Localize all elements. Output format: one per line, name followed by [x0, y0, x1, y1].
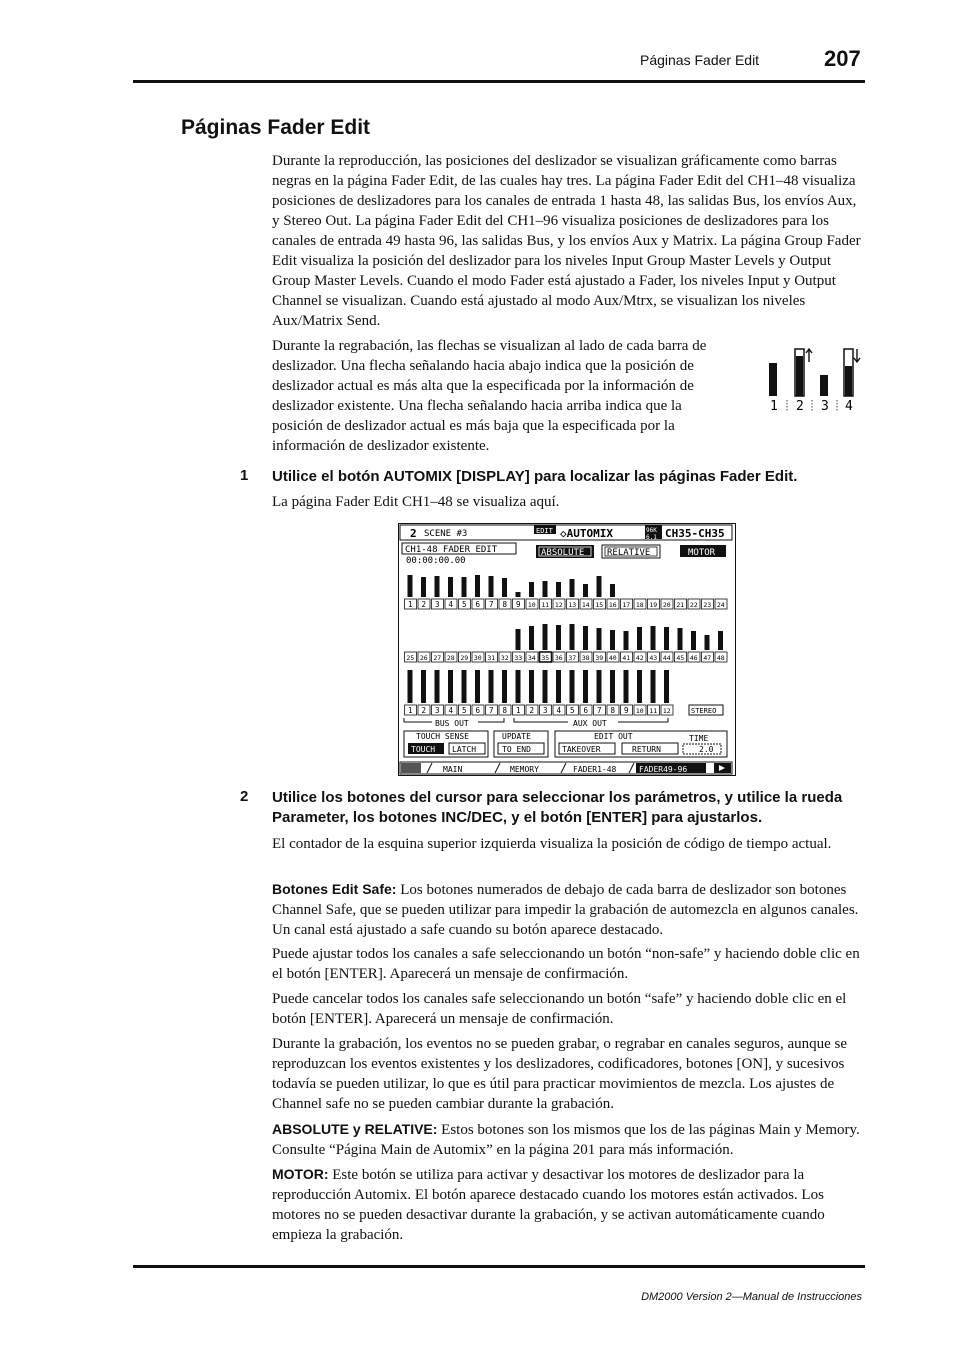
svg-text:29: 29	[460, 654, 469, 662]
fader-bar	[543, 624, 548, 650]
legend-bar-4	[845, 366, 852, 396]
step-2-text: Utilice los botones del cursor para seleccionar los parámetros, y utilice la rueda Parameter, los botones INC/DEC, y el botón [ENTER] para ajustarlos.	[272, 789, 843, 826]
svg-text:TO END: TO END	[502, 745, 531, 754]
fader-bar	[624, 670, 629, 703]
svg-text:MEMORY: MEMORY	[510, 765, 539, 774]
fader-bar	[570, 579, 575, 597]
page-title: Páginas Fader Edit	[181, 116, 371, 139]
fader-bar	[502, 578, 507, 597]
svg-text:39: 39	[595, 654, 604, 662]
svg-text:6: 6	[583, 706, 589, 715]
svg-text:10: 10	[527, 601, 536, 609]
tab-next-arrow-icon[interactable]	[714, 763, 731, 773]
svg-text:33: 33	[514, 654, 523, 662]
svg-text:41: 41	[622, 654, 631, 662]
svg-text:STEREO: STEREO	[691, 707, 717, 715]
intro-paragraph: Durante la reproducción, las posiciones del deslizador se visualizan gráficamente como barras negras en la página Fader Edit, de las cuales hay tres. La página Fader Edit del CH1–48 visualiza posiciones de deslizadores para los canales de entrada 1 hasta 48, las salidas Bus, los envíos Aux, y Stereo Out. La página Fader Edit del CH1–96 visualiza posiciones de deslizadores para los canales de entrada 49 hasta 96, las salidas Bus, y los envíos Aux y Matrix. La página Group Fader Edit visualiza la posición del deslizador para los niveles Input Group Master Levels y Output Group Master Levels. Cuando el modo Fader está ajustado a Fader, los niveles Input y Output Channel se visualizan. Cuando está ajustado al modo Aux/Mtrx, se visualizan los niveles Aux/Matrix Send.	[272, 153, 861, 329]
fader-bar	[637, 670, 642, 703]
svg-text:LATCH: LATCH	[452, 745, 477, 754]
svg-text:46: 46	[689, 654, 698, 662]
svg-text:1: 1	[407, 600, 413, 609]
svg-text:4: 4	[556, 706, 562, 715]
fader-bar	[664, 627, 669, 650]
aux-out-label: AUX OUT	[573, 719, 607, 728]
fader-bar	[678, 628, 683, 650]
fader-bar	[543, 581, 548, 597]
svg-text:1: 1	[515, 706, 521, 715]
svg-text:8: 8	[502, 600, 508, 609]
fader-bar	[435, 576, 440, 597]
bus-out-label: BUS OUT	[435, 719, 469, 728]
svg-text:TAKEOVER: TAKEOVER	[562, 745, 601, 754]
svg-text:27: 27	[433, 654, 442, 662]
svg-text:5: 5	[569, 706, 575, 715]
svg-text:8: 8	[502, 706, 508, 715]
svg-text:MAIN: MAIN	[443, 765, 463, 774]
svg-text:20: 20	[662, 601, 671, 609]
fader-bar	[583, 626, 588, 650]
fader-bar	[718, 631, 723, 650]
svg-text:42: 42	[635, 654, 644, 662]
edit-safe-label: Botones Edit Safe:	[272, 881, 397, 897]
fader-bar	[610, 670, 615, 703]
svg-text:30: 30	[473, 654, 482, 662]
fader-bar	[597, 628, 602, 650]
fader-bar	[516, 592, 521, 597]
motor-button[interactable]	[680, 545, 726, 558]
svg-text:18: 18	[635, 601, 644, 609]
fader-bar	[421, 670, 426, 703]
svg-text:5: 5	[461, 706, 467, 715]
abs-rel-paragraph	[272, 1119, 862, 1160]
rate-bottom: 6.1	[646, 534, 657, 541]
svg-text:5: 5	[461, 600, 467, 609]
fader-bar	[529, 582, 534, 597]
step-1-note: La página Fader Edit CH1–48 se visualiza aquí.	[272, 494, 560, 510]
svg-text:22: 22	[689, 601, 698, 609]
page-tag: CH1-48 FADER EDIT	[405, 545, 498, 555]
fader-arrow-legend	[764, 344, 864, 414]
scene-number: 2	[410, 527, 417, 540]
fader-bar	[408, 575, 413, 597]
svg-text:26: 26	[419, 654, 428, 662]
during-recording-paragraph: Durante la grabación, los eventos no se pueden grabar, o regrabar en canales seguros, aunque se reproduzcan los eventos existentes y los deslizadores, codificadores, botones [ON], y sucesivos todavía se pueden utilizar, lo que es útil para practicar movimientos de mezcla. Los ajustes de Channel safe no se pueden cambiar durante la grabación.	[272, 1036, 848, 1112]
svg-text:28: 28	[446, 654, 455, 662]
svg-text:7: 7	[488, 600, 494, 609]
svg-text:36: 36	[554, 654, 563, 662]
svg-text:16: 16	[608, 601, 617, 609]
fader-bar	[610, 584, 615, 597]
tab-fader49-96[interactable]	[636, 763, 706, 774]
fader-bar	[556, 670, 561, 703]
tab-main[interactable]	[443, 765, 462, 774]
svg-text:2: 2	[421, 600, 427, 609]
absolute-button[interactable]	[536, 545, 594, 558]
legend-bar-1	[769, 363, 777, 396]
edit-safe-paragraph	[272, 879, 862, 940]
svg-text:9: 9	[515, 600, 521, 609]
svg-text:8: 8	[610, 706, 616, 715]
fader-bar	[651, 670, 656, 703]
svg-text:11: 11	[649, 707, 658, 715]
step-1-number: 1	[240, 467, 249, 484]
svg-text:6: 6	[475, 600, 481, 609]
fader-bar	[637, 627, 642, 650]
fader-bar	[448, 577, 453, 597]
svg-text:13: 13	[568, 601, 577, 609]
recording-paragraph: Durante la regrabación, las flechas se visualizan al lado de cada barra de deslizador. Una flecha señalando hacia abajo indica que la posición de deslizador actual es más alta que la especificada por la información de deslizador existente. Una flecha señalando hacia arriba indica que la posición de deslizador actual es más baja que la especificada por la información de deslizador existente.	[272, 338, 707, 454]
arrow-down-icon	[854, 349, 860, 362]
legend-bar-3	[820, 375, 828, 396]
fader-bar	[489, 576, 494, 597]
fader-bar	[516, 629, 521, 650]
abs-rel-label: ABSOLUTE y RELATIVE:	[272, 1121, 438, 1137]
svg-text:31: 31	[487, 654, 496, 662]
selected-channel: CH35-CH35	[665, 527, 725, 540]
abs-rel-text: Estos botones son los mismos que los de las páginas Main y Memory. Consulte “Página Main de Automix” en la página 201 para más información.	[272, 1122, 860, 1158]
time-label: TIME	[689, 734, 709, 743]
fader-bar	[448, 670, 453, 703]
svg-text:19: 19	[649, 601, 658, 609]
legend-num-3: 3	[821, 399, 829, 414]
fader-bar	[516, 670, 521, 703]
fader-bar	[529, 670, 534, 703]
svg-text:MOTOR: MOTOR	[688, 548, 716, 558]
step-1-text: Utilice el botón AUTOMIX [DISPLAY] para localizar las páginas Fader Edit.	[272, 468, 798, 485]
fader-bar	[583, 584, 588, 597]
svg-text:40: 40	[608, 654, 617, 662]
touch-sense-label: TOUCH SENSE	[416, 732, 469, 741]
svg-text:1: 1	[407, 706, 413, 715]
timecode: 00:00:00.00	[406, 556, 466, 566]
fader-bar	[597, 670, 602, 703]
fader-bar	[705, 635, 710, 650]
tab-memory[interactable]	[510, 765, 539, 774]
fader-bar	[583, 670, 588, 703]
fader-bar	[624, 631, 629, 650]
svg-text:ABSOLUTE: ABSOLUTE	[541, 548, 585, 558]
fader-bar	[664, 670, 669, 703]
fader-bar	[556, 582, 561, 597]
fader-bar	[556, 625, 561, 650]
footer: DM2000 Version 2—Manual de Instrucciones	[641, 1291, 862, 1303]
scene-label: SCENE #3	[424, 529, 468, 539]
fader-bar	[462, 670, 467, 703]
svg-text:38: 38	[581, 654, 590, 662]
update-label: UPDATE	[502, 732, 531, 741]
page-number: 207	[824, 46, 861, 71]
fader-bar	[502, 670, 507, 703]
svg-text:37: 37	[568, 654, 577, 662]
fader-bar	[597, 576, 602, 597]
svg-text:12: 12	[554, 601, 563, 609]
svg-text:2.0: 2.0	[699, 745, 714, 754]
header-section-title: Páginas Fader Edit	[640, 52, 760, 68]
svg-text:7: 7	[488, 706, 494, 715]
fader-bar	[475, 670, 480, 703]
bottom-rule	[133, 1265, 865, 1268]
svg-text:4: 4	[448, 706, 454, 715]
fader-bar	[610, 630, 615, 650]
svg-text:24: 24	[716, 601, 725, 609]
svg-text:RETURN: RETURN	[632, 745, 661, 754]
svg-text:6: 6	[475, 706, 481, 715]
edit-flag: EDIT	[536, 527, 553, 535]
touch-button[interactable]	[408, 743, 444, 754]
svg-text:48: 48	[716, 654, 725, 662]
svg-text:12: 12	[662, 707, 671, 715]
svg-text:25: 25	[406, 654, 415, 662]
svg-text:3: 3	[434, 706, 440, 715]
svg-text:RELATIVE: RELATIVE	[607, 548, 651, 558]
svg-text:7: 7	[596, 706, 602, 715]
legend-num-2: 2	[796, 399, 804, 414]
legend-num-1: 1	[770, 399, 778, 414]
svg-text:14: 14	[581, 601, 590, 609]
svg-text:9: 9	[623, 706, 629, 715]
step-2-number: 2	[240, 788, 249, 805]
fader-bar	[475, 575, 480, 597]
svg-text:23: 23	[703, 601, 712, 609]
cancel-safe-paragraph: Puede cancelar todos los canales safe seleccionando un botón “safe” y haciendo doble clic en el botón [ENTER]. Aparecerá un mensaje de confirmación.	[272, 991, 847, 1027]
svg-text:44: 44	[662, 654, 671, 662]
svg-text:TOUCH: TOUCH	[411, 745, 436, 754]
motor-text: Este botón se utiliza para activar y desactivar los motores de deslizador para la reproducción Automix. El botón aparece destacado cuando los motores están activados. Los motores no se pueden desactivar durante la grabación, y se activan automáticamente cuando empieza la grabación.	[272, 1167, 825, 1243]
edit-safe-text: Los botones numerados de debajo de cada barra de deslizador son botones Channel Safe, que se pueden utilizar para impedir la grabación de automezcla en algunos canales. Un canal está ajustado a safe cuando su botón aparece destacado.	[272, 882, 859, 938]
svg-text:3: 3	[542, 706, 548, 715]
svg-text:45: 45	[676, 654, 685, 662]
legend-bar-2	[796, 356, 803, 396]
fader-edit-screen	[398, 523, 736, 776]
svg-text:43: 43	[649, 654, 658, 662]
fader-bar	[543, 670, 548, 703]
tab-fader1-48[interactable]	[573, 765, 617, 774]
fader-bar	[529, 626, 534, 650]
counter-paragraph: El contador de la esquina superior izquierda visualiza la posición de código de tiempo actual.	[272, 836, 832, 852]
svg-text:34: 34	[527, 654, 536, 662]
automix-label: ◇AUTOMIX	[560, 527, 613, 540]
motor-label: MOTOR:	[272, 1166, 329, 1182]
svg-text:FADER1-48: FADER1-48	[573, 765, 617, 774]
rate-top: 96K	[646, 527, 657, 534]
fader-bar	[462, 577, 467, 597]
fader-bar	[408, 670, 413, 703]
svg-text:FADER49-96: FADER49-96	[639, 765, 688, 774]
svg-text:2: 2	[421, 706, 427, 715]
fader-bar	[651, 626, 656, 650]
fader-bar	[570, 670, 575, 703]
top-rule	[133, 80, 865, 83]
legend-num-4: 4	[845, 399, 853, 414]
svg-text:32: 32	[500, 654, 509, 662]
fader-bar	[489, 670, 494, 703]
svg-text:3: 3	[434, 600, 440, 609]
svg-text:15: 15	[595, 601, 604, 609]
edit-out-label: EDIT OUT	[594, 732, 633, 741]
motor-paragraph	[272, 1164, 862, 1245]
arrow-up-icon	[806, 349, 812, 362]
svg-text:11: 11	[541, 601, 550, 609]
fader-bar	[435, 670, 440, 703]
safe-all-paragraph: Puede ajustar todos los canales a safe seleccionando un botón “non-safe” y haciendo doble clic en el botón [ENTER]. Aparecerá un mensaje de confirmación.	[272, 946, 860, 982]
svg-text:21: 21	[676, 601, 685, 609]
fader-bar	[421, 577, 426, 597]
fader-bar	[691, 631, 696, 650]
svg-text:10: 10	[635, 707, 644, 715]
svg-text:17: 17	[622, 601, 631, 609]
svg-text:35: 35	[541, 654, 550, 662]
svg-text:4: 4	[448, 600, 454, 609]
fader-bar	[570, 624, 575, 650]
svg-text:2: 2	[529, 706, 535, 715]
svg-text:47: 47	[703, 654, 712, 662]
